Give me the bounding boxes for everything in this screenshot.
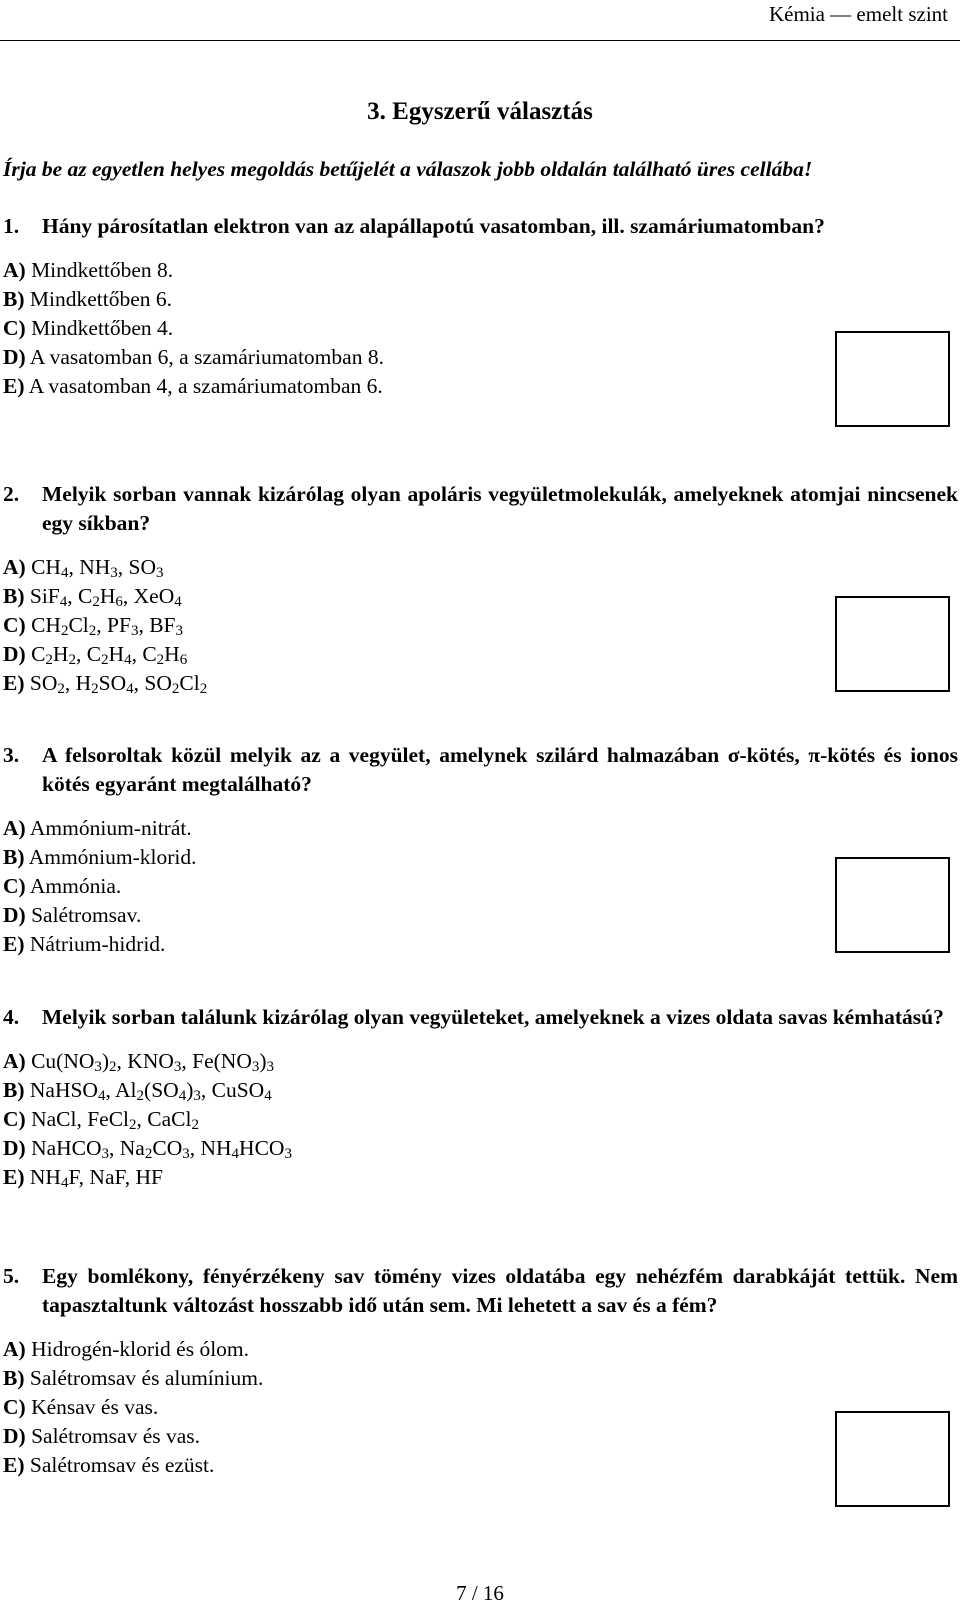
option-letter: D) <box>3 345 26 369</box>
option-text: SiF$_4$, $C_2H_6$, XeO$_4$ <box>29 584 182 610</box>
option-text: $C_2H_2$, $C_2H_4$, $C_2H_6$ <box>31 642 188 668</box>
option-e <box>3 669 958 698</box>
option-letter: C) <box>3 613 26 637</box>
options-list <box>3 1047 958 1192</box>
option-letter: C) <box>3 1395 26 1419</box>
option-letter: B) <box>3 584 25 608</box>
option-letter: E) <box>3 932 25 956</box>
option-text: Kénsav és vas. <box>31 1395 159 1419</box>
question-number: 4. <box>3 1005 20 1029</box>
option-a <box>3 553 958 582</box>
option-c <box>3 1105 958 1134</box>
question-text: Melyik sorban találunk kizárólag olyan vegyületeket, amelyeknek a vizes oldata savas kémhatású? <box>42 1005 944 1029</box>
question-4 <box>3 1003 958 1192</box>
page-number: 7 / 16 <box>456 1581 504 1605</box>
option-letter: A) <box>3 1049 26 1073</box>
options-list <box>3 553 958 698</box>
option-letter: B) <box>3 1366 25 1390</box>
option-d <box>3 343 958 372</box>
question-stem <box>3 741 958 799</box>
option-letter: A) <box>3 258 26 282</box>
option-letter: A) <box>3 1337 26 1361</box>
option-d <box>3 1422 958 1451</box>
answer-box-5[interactable] <box>835 1411 950 1507</box>
option-letter: E) <box>3 1165 25 1189</box>
option-c <box>3 314 958 343</box>
option-b <box>3 582 958 611</box>
option-d <box>3 1134 958 1163</box>
option-letter: A) <box>3 816 26 840</box>
question-stem <box>3 212 958 241</box>
option-b <box>3 1076 958 1105</box>
page-header <box>0 0 960 41</box>
option-text: Ammónium-nitrát. <box>29 816 192 840</box>
section-title: 3. Egyszerű választás <box>367 98 593 125</box>
option-text: Nátrium-hidrid. <box>29 932 166 956</box>
option-text: $Cu(NO_3)_2$, $KNO_3$, $Fe(NO_3)_3$ <box>31 1049 275 1075</box>
option-c <box>3 611 958 640</box>
option-letter: D) <box>3 1136 26 1160</box>
header-title: Kémia — emelt szint <box>768 2 948 26</box>
option-letter: D) <box>3 1424 26 1448</box>
option-text: Ammónium-klorid. <box>28 845 197 869</box>
option-a <box>3 1047 958 1076</box>
option-b <box>3 285 958 314</box>
option-text: Ammónia. <box>29 874 122 898</box>
question-text: Egy bomlékony, fényérzékeny sav tömény vizes oldatába egy nehézfém darabkáját tettük. Nem tapasztaltunk változást hosszabb idő után sem. Mi lehetett a sav és a fém? <box>42 1264 958 1317</box>
option-c <box>3 1393 958 1422</box>
question-number: 3. <box>3 743 20 767</box>
option-e <box>3 1451 958 1480</box>
question-number: 1. <box>3 214 20 238</box>
option-d <box>3 901 958 930</box>
question-5 <box>3 1262 958 1480</box>
option-text: Mindkettőben 6. <box>29 287 172 311</box>
option-a <box>3 1335 958 1364</box>
option-letter: C) <box>3 874 26 898</box>
option-letter: A) <box>3 555 26 579</box>
option-letter: E) <box>3 374 25 398</box>
option-letter: E) <box>3 1453 25 1477</box>
option-text: $SO_2$, $H_2SO_4$, $SO_2Cl_2$ <box>29 671 208 697</box>
option-b <box>3 843 958 872</box>
answer-box-2[interactable] <box>835 596 950 692</box>
option-text: Salétromsav és vas. <box>31 1424 201 1448</box>
option-letter: B) <box>3 287 25 311</box>
option-letter: E) <box>3 671 25 695</box>
option-letter: C) <box>3 1107 26 1131</box>
options-list <box>3 256 958 401</box>
option-a <box>3 256 958 285</box>
question-text: Melyik sorban vannak kizárólag olyan apoláris vegyületmolekulák, amelyeknek atomjai nincsenek egy síkban? <box>42 482 958 535</box>
option-letter: C) <box>3 316 26 340</box>
option-letter: B) <box>3 845 25 869</box>
question-stem <box>3 1003 958 1032</box>
question-3 <box>3 741 958 959</box>
option-a <box>3 814 958 843</box>
question-number: 5. <box>3 1264 20 1288</box>
options-list <box>3 814 958 959</box>
option-text: Mindkettőben 8. <box>31 258 174 282</box>
option-letter: B) <box>3 1078 25 1102</box>
question-1 <box>3 212 958 401</box>
answer-box-3[interactable] <box>835 857 950 953</box>
option-text: Salétromsav és alumínium. <box>29 1366 264 1390</box>
option-e <box>3 372 958 401</box>
option-e <box>3 1163 958 1192</box>
option-d <box>3 640 958 669</box>
question-2 <box>3 480 958 698</box>
section-instruction: Írja be az egyetlen helyes megoldás betűjelét a válaszok jobb oldalán található üres cellába! <box>3 157 813 181</box>
question-stem <box>3 480 958 538</box>
options-list <box>3 1335 958 1480</box>
option-text: Salétromsav és ezüst. <box>29 1453 215 1477</box>
option-text: Mindkettőben 4. <box>31 316 174 340</box>
option-text: A vasatomban 4, a szamáriumatomban 6. <box>28 374 383 398</box>
option-text: NaCl, FeCl$_2$, CaCl$_2$ <box>31 1107 199 1133</box>
question-stem <box>3 1262 958 1320</box>
option-text: A vasatomban 6, a szamáriumatomban 8. <box>29 345 384 369</box>
option-e <box>3 930 958 959</box>
option-text: $CH_2Cl_2$, $PF_3$, $BF_3$ <box>31 613 183 639</box>
answer-box-1[interactable] <box>835 331 950 427</box>
option-letter: D) <box>3 903 26 927</box>
question-text: Hány párosítatlan elektron van az alapállapotú vasatomban, ill. szamáriumatomban? <box>42 214 825 238</box>
option-text: Hidrogén-klorid és ólom. <box>31 1337 250 1361</box>
option-c <box>3 872 958 901</box>
question-number: 2. <box>3 482 20 506</box>
option-text: Salétromsav. <box>31 903 142 927</box>
option-text: NaHSO$_4$, $Al_2(SO_4)_3$, CuSO$_4$ <box>29 1078 272 1104</box>
question-text: A felsoroltak közül melyik az a vegyület, amelynek szilárd halmazában σ-kötés, π-kötés és ionos kötés egyaránt megtalálható? <box>42 743 958 796</box>
option-text: NaHCO$_3$, $Na_2CO_3$, $NH_4HCO_3$ <box>31 1136 292 1162</box>
option-text: $CH_4$, $NH_3$, $SO_3$ <box>31 555 164 581</box>
option-letter: D) <box>3 642 26 666</box>
option-b <box>3 1364 958 1393</box>
option-text: $NH_4F$, NaF, HF <box>29 1165 163 1191</box>
